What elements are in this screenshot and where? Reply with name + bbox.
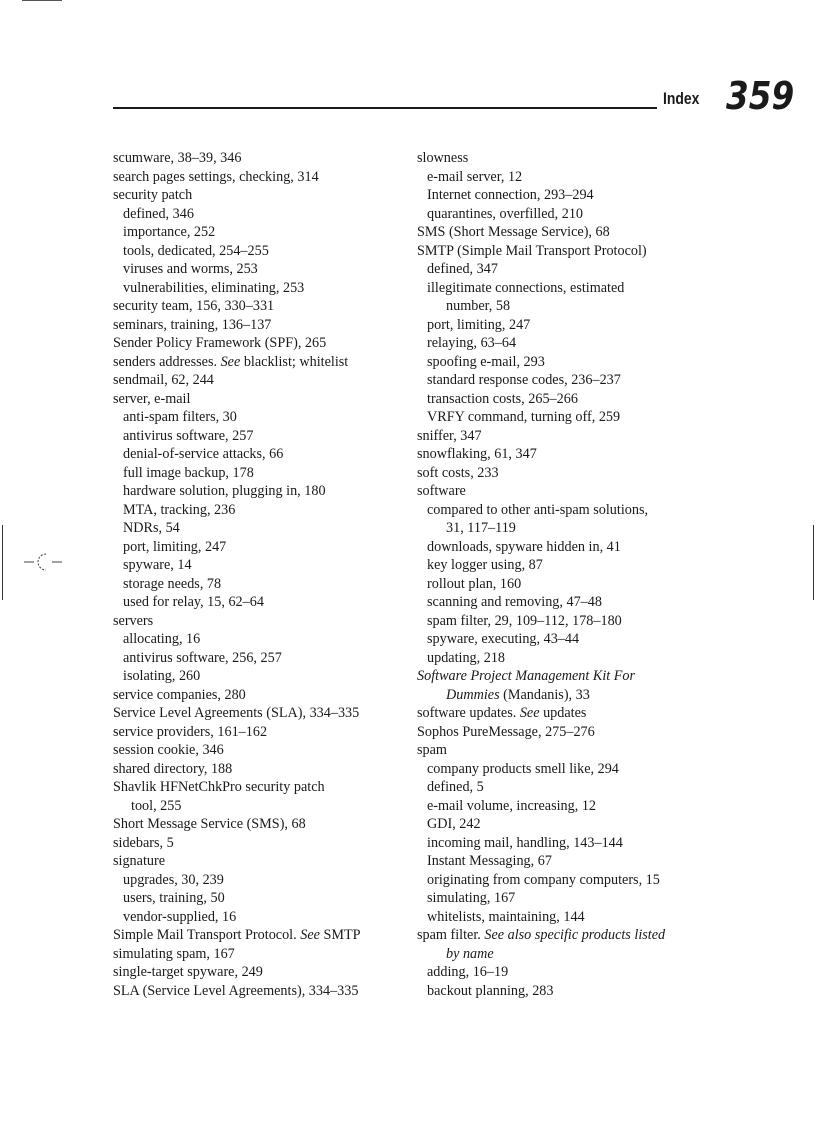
index-entry: software [417,483,466,499]
index-subentry: originating from company computers, 15 [427,871,660,888]
index-subentry: full image backup, 178 [123,464,254,481]
index-subentry: compared to other anti-spam solutions, [427,501,649,518]
see-also-reference: See also specific products listed [484,927,666,943]
index-subentry: Instant Messaging, 67 [427,853,552,869]
index-subentry: adding, 16–19 [427,964,509,980]
index-entry-target: SMTP [319,927,361,943]
index-subentry: quarantines, overfilled, 210 [427,205,584,222]
index-entry: seminars, training, 136–137 [113,316,272,333]
index-entry: servers [113,612,154,629]
index-entry-title: Software Project Management Kit For [417,668,636,684]
index-entry-text: Simple Mail Transport Protocol. [113,927,301,943]
index-subentry: spoofing e-mail, 293 [427,353,545,370]
index-subentry: upgrades, 30, 239 [123,871,224,888]
index-subentry: standard response codes, 236–237 [427,372,621,388]
registration-mark-icon [24,550,64,574]
index-subentry: whitelists, maintaining, 144 [427,908,585,925]
index-entry-crossref [417,704,707,723]
index-subentry: defined, 347 [427,261,498,277]
index-subentry: scanning and removing, 47–48 [427,594,602,610]
index-entry-target: updates [539,705,587,721]
index-entry-continuation: by name [446,945,494,962]
index-subentry: e-mail volume, increasing, 12 [427,797,597,814]
index-subentry: spam filter, 29, 109–112, 178–180 [427,612,622,629]
index-subentry: MTA, tracking, 236 [123,501,236,518]
index-subentry: backout planning, 283 [427,982,554,999]
index-entry: snowflaking, 61, 347 [417,446,537,462]
index-subentry: incoming mail, handling, 143–144 [427,834,623,851]
index-column-left [113,149,405,1000]
index-entry-text: spam filter. [417,927,485,943]
index-entry-continuation [417,686,707,705]
index-subentry: transaction costs, 265–266 [427,390,578,407]
index-subentry: users, training, 50 [123,890,225,906]
index-subentry: allocating, 16 [123,631,201,647]
index-subentry: Internet connection, 293–294 [427,187,594,203]
index-entry: SMTP (Simple Mail Transport Protocol) [417,242,647,259]
index-subentry: illegitimate connections, estimated [427,279,625,296]
index-subentry: key logger using, 87 [427,557,543,573]
index-entry: sniffer, 347 [417,427,482,444]
index-column-right [417,149,707,1000]
index-entry: security team, 156, 330–331 [113,298,275,314]
index-entry: simulating spam, 167 [113,945,235,962]
index-entry: signature [113,853,166,869]
index-subentry: antivirus software, 256, 257 [123,649,282,666]
top-crop-line [22,0,62,1]
header-rule [113,107,657,109]
index-subentry: viruses and worms, 253 [123,261,258,277]
index-entry: Service Level Agreements (SLA), 334–335 [113,705,360,721]
index-entry-text: senders addresses. [113,353,221,370]
index-entry-crossref [113,353,405,372]
index-subentry: defined, 5 [427,779,484,795]
index-subentry-continuation: 31, 117–119 [446,520,516,536]
index-entry-crossref [417,926,707,945]
index-subentry: spyware, 14 [123,557,192,573]
section-label: Index [663,89,700,108]
see-reference: See [519,705,540,721]
index-subentry: updating, 218 [427,649,506,666]
index-subentry: storage needs, 78 [123,575,222,592]
index-entry: Sophos PureMessage, 275–276 [417,723,595,740]
index-subentry: hardware solution, plugging in, 180 [123,483,326,499]
index-subentry: vendor-supplied, 16 [123,908,237,925]
index-subentry: denial-of-service attacks, 66 [123,446,284,462]
index-entry: shared directory, 188 [113,760,233,777]
index-subentry: spyware, executing, 43–44 [427,631,580,647]
see-reference: See [220,353,241,370]
index-subentry: importance, 252 [123,224,216,240]
index-entry: scumware, 38–39, 346 [113,150,242,166]
see-reference: See [300,927,320,943]
margin-line-left [2,525,3,600]
index-subentry: antivirus software, 257 [123,427,254,444]
page-number: 359 [726,74,795,118]
index-entry: server, e-mail [113,390,191,407]
index-entry-text: software updates. [417,705,520,721]
index-entry: single-target spyware, 249 [113,964,263,980]
index-entry: service companies, 280 [113,686,246,703]
index-entry: SMS (Short Message Service), 68 [417,224,610,240]
index-entry: session cookie, 346 [113,742,224,758]
index-entry: Short Message Service (SMS), 68 [113,816,306,832]
index-entry: Sender Policy Framework (SPF), 265 [113,335,327,351]
index-subentry: relaying, 63–64 [427,335,517,351]
index-entry: security patch [113,187,193,203]
index-subentry: company products smell like, 294 [427,760,619,777]
index-entry: sendmail, 62, 244 [113,372,214,388]
index-entry-text: (Mandanis), 33 [499,686,590,703]
index-entry: search pages settings, checking, 314 [113,168,319,185]
index-entry: slowness [417,150,469,166]
index-subentry: port, limiting, 247 [123,538,227,555]
index-subentry: vulnerabilities, eliminating, 253 [123,279,305,296]
index-subentry: e-mail server, 12 [427,168,523,185]
index-subentry: used for relay, 15, 62–64 [123,594,264,610]
index-entry-continuation: tool, 255 [131,797,182,814]
index-subentry: isolating, 260 [123,668,201,684]
index-entry: sidebars, 5 [113,834,174,851]
margin-line-right [813,525,814,600]
index-subentry: tools, dedicated, 254–255 [123,242,269,259]
index-subentry: downloads, spyware hidden in, 41 [427,538,621,555]
index-entry: Shavlik HFNetChkPro security patch [113,779,325,795]
index-subentry: rollout plan, 160 [427,575,522,592]
index-subentry: anti-spam filters, 30 [123,409,237,425]
index-subentry: port, limiting, 247 [427,316,531,333]
index-entry-crossref [113,926,405,945]
index-entry: spam [417,742,447,758]
index-entry: service providers, 161–162 [113,723,268,740]
index-subentry-continuation: number, 58 [446,298,511,314]
index-entry: soft costs, 233 [417,464,499,481]
index-title-fragment: Dummies [446,686,500,703]
index-entry: SLA (Service Level Agreements), 334–335 [113,982,359,999]
index-entry-target: blacklist; whitelist [240,353,349,370]
index-subentry: VRFY command, turning off, 259 [427,409,621,425]
index-subentry: defined, 346 [123,205,194,222]
index-subentry: simulating, 167 [427,890,516,906]
index-subentry: NDRs, 54 [123,520,180,536]
index-subentry: GDI, 242 [427,816,481,832]
